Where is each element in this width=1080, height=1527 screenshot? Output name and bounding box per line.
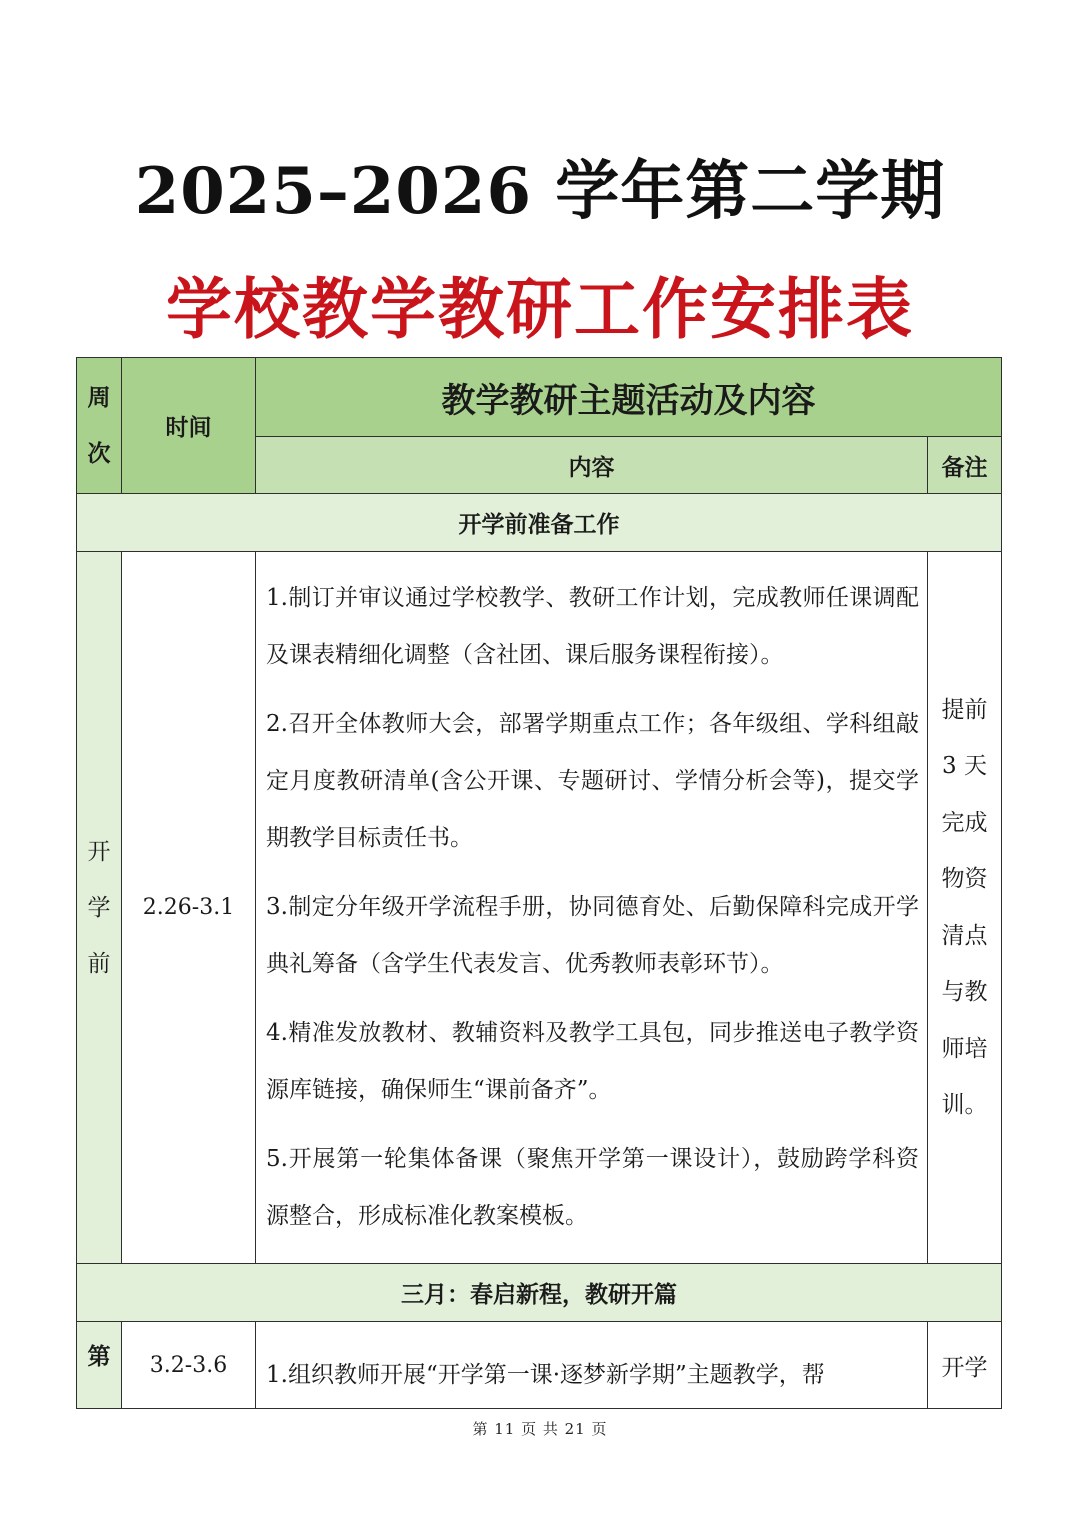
content-cell-pre: [256, 552, 928, 1264]
header-note: 备注: [928, 437, 1002, 494]
content-item: 1.组织教师开展“开学第一课·逐梦新学期”主题教学，帮: [266, 1361, 825, 1388]
note-cell-week1: 开学: [928, 1322, 1002, 1409]
header-week-char: 次: [87, 440, 111, 467]
section-row-pre: [77, 494, 1002, 552]
content-item: 4.精准发放教材、教辅资料及教学工具包，同步推送电子教学资源库链接，确保师生“课前备齐”。: [266, 1020, 919, 1103]
note-line: 3 天: [942, 753, 987, 779]
note-line: 师培: [941, 1035, 988, 1062]
week-char: 学: [87, 894, 111, 921]
note-line: 物资: [941, 866, 988, 892]
content-cell-week1: [256, 1322, 928, 1409]
content-item: 2.召开全体教师大会，部署学期重点工作；各年级组、学科组敲定月度教研清单(含公开课、专题研讨、学情分析会等)，提交学期教学目标责任书。: [266, 711, 919, 851]
content-item: 1.制订并审议通过学校教学、教研工作计划，完成教师任课调配及课表精细化调整（含社团、课后服务课程衔接）。: [266, 585, 919, 668]
week-char: 开: [87, 838, 111, 865]
week-char: 前: [87, 950, 111, 977]
section-title-pre: 开学前准备工作: [77, 494, 1002, 552]
note-line: 提前: [941, 696, 988, 723]
page-footer: 第 11 页 共 21 页: [472, 1420, 608, 1438]
note-line: 训。: [941, 1092, 988, 1118]
schedule-table: [76, 357, 1002, 1409]
document-title: 2025–2026 学年第二学期: [134, 154, 946, 229]
note-line: 与教: [941, 979, 988, 1005]
header-week-char: 周: [87, 384, 111, 411]
note-cell-pre: [928, 552, 1002, 1264]
note-line: 清点: [941, 922, 988, 949]
header-week: [77, 358, 122, 494]
week-cell-week1: 第: [77, 1322, 122, 1409]
week-cell-pre: [77, 552, 122, 1264]
content-item: 5.开展第一轮集体备课（聚焦开学第一课设计），鼓励跨学科资源整合，形成标准化教案模板。: [266, 1146, 919, 1229]
header-row-top: [77, 358, 1002, 437]
content-item: 3.制定分年级开学流程手册，协同德育处、后勤保障科完成开学典礼筹备（含学生代表发言、优秀教师表彰环节）。: [266, 894, 919, 977]
pre-term-row: [77, 552, 1002, 1264]
section-row-march: [77, 1264, 1002, 1322]
header-content: 内容: [256, 437, 928, 494]
week1-row: [77, 1322, 1002, 1409]
note-line: 完成: [941, 809, 988, 836]
header-time: 时间: [122, 358, 256, 494]
time-cell-pre: 2.26-3.1: [122, 552, 256, 1264]
section-title-march: 三月：春启新程，教研开篇: [77, 1264, 1002, 1322]
header-theme: 教学教研主题活动及内容: [256, 358, 1002, 437]
document-subtitle: 学校教学教研工作安排表: [166, 270, 914, 348]
time-cell-week1: 3.2-3.6: [122, 1322, 256, 1409]
